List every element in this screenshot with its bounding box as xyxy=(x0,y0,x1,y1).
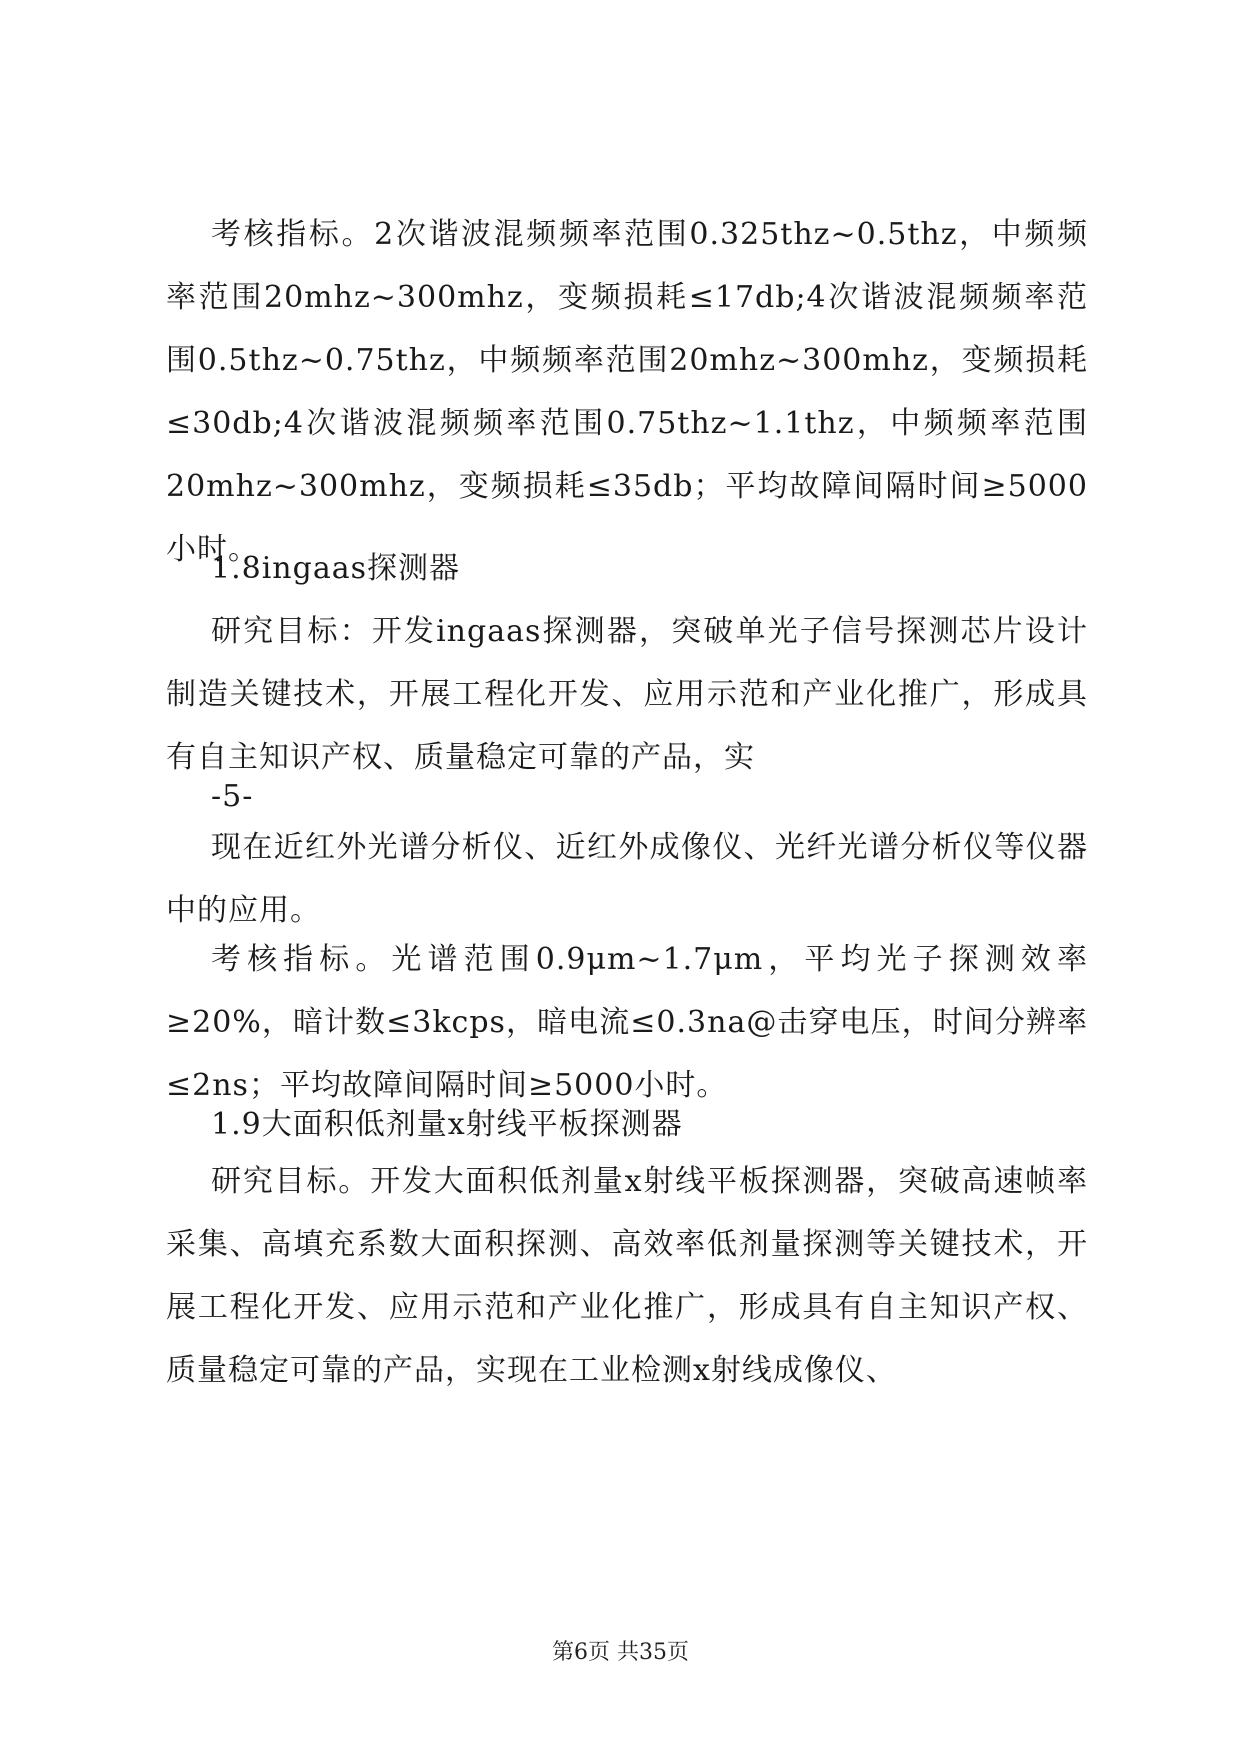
paragraph-research-goal-ingaas: 研究目标：开发ingaas探测器，突破单光子信号探测芯片设计制造关键技术，开展工程化开发、应用示范和产业化推广，形成具有自主知识产权、质量稳定可靠的产品，实 xyxy=(166,614,1088,775)
inline-page-marker: -5- xyxy=(211,779,254,814)
paragraph-assessment-indicators-mixer: 考核指标。2次谐波混频频率范围0.325thz~0.5thz，中频频率范围20mhz~300mhz，变频损耗≤17db;4次谐波混频频率范围0.5thz~0.75thz，中频频率范围20mhz~300mhz，变频损耗≤30db;4次谐波混频频率范围0.75thz~1.1thz，中频频率范围20mhz~300mhz，变频损耗≤35db；平均故障间隔时间≥5000小时。 xyxy=(166,217,1088,567)
paragraph-application-continuation: 现在近红外光谱分析仪、近红外成像仪、光纤光谱分析仪等仪器中的应用。 xyxy=(166,830,1088,928)
paragraph-assessment-indicators-ingaas: 考核指标。光谱范围0.9μm~1.7μm，平均光子探测效率≥20%，暗计数≤3kcps，暗电流≤0.3na@击穿电压，时间分辨率≤2ns；平均故障间隔时间≥5000小时。 xyxy=(166,942,1088,1103)
page-footer: 第6页 共35页 xyxy=(552,1640,689,1665)
section-heading-1-9: 1.9大面积低剂量x射线平板探测器 xyxy=(211,1107,683,1142)
section-heading-1-8: 1.8ingaas探测器 xyxy=(211,551,460,586)
paragraph-research-goal-xray: 研究目标。开发大面积低剂量x射线平板探测器，突破高速帧率采集、高填充系数大面积探测、高效率低剂量探测等关键技术，开展工程化开发、应用示范和产业化推广，形成具有自主知识产权、质量稳定可靠的产品，实现在工业检测x射线成像仪、 xyxy=(166,1164,1088,1388)
